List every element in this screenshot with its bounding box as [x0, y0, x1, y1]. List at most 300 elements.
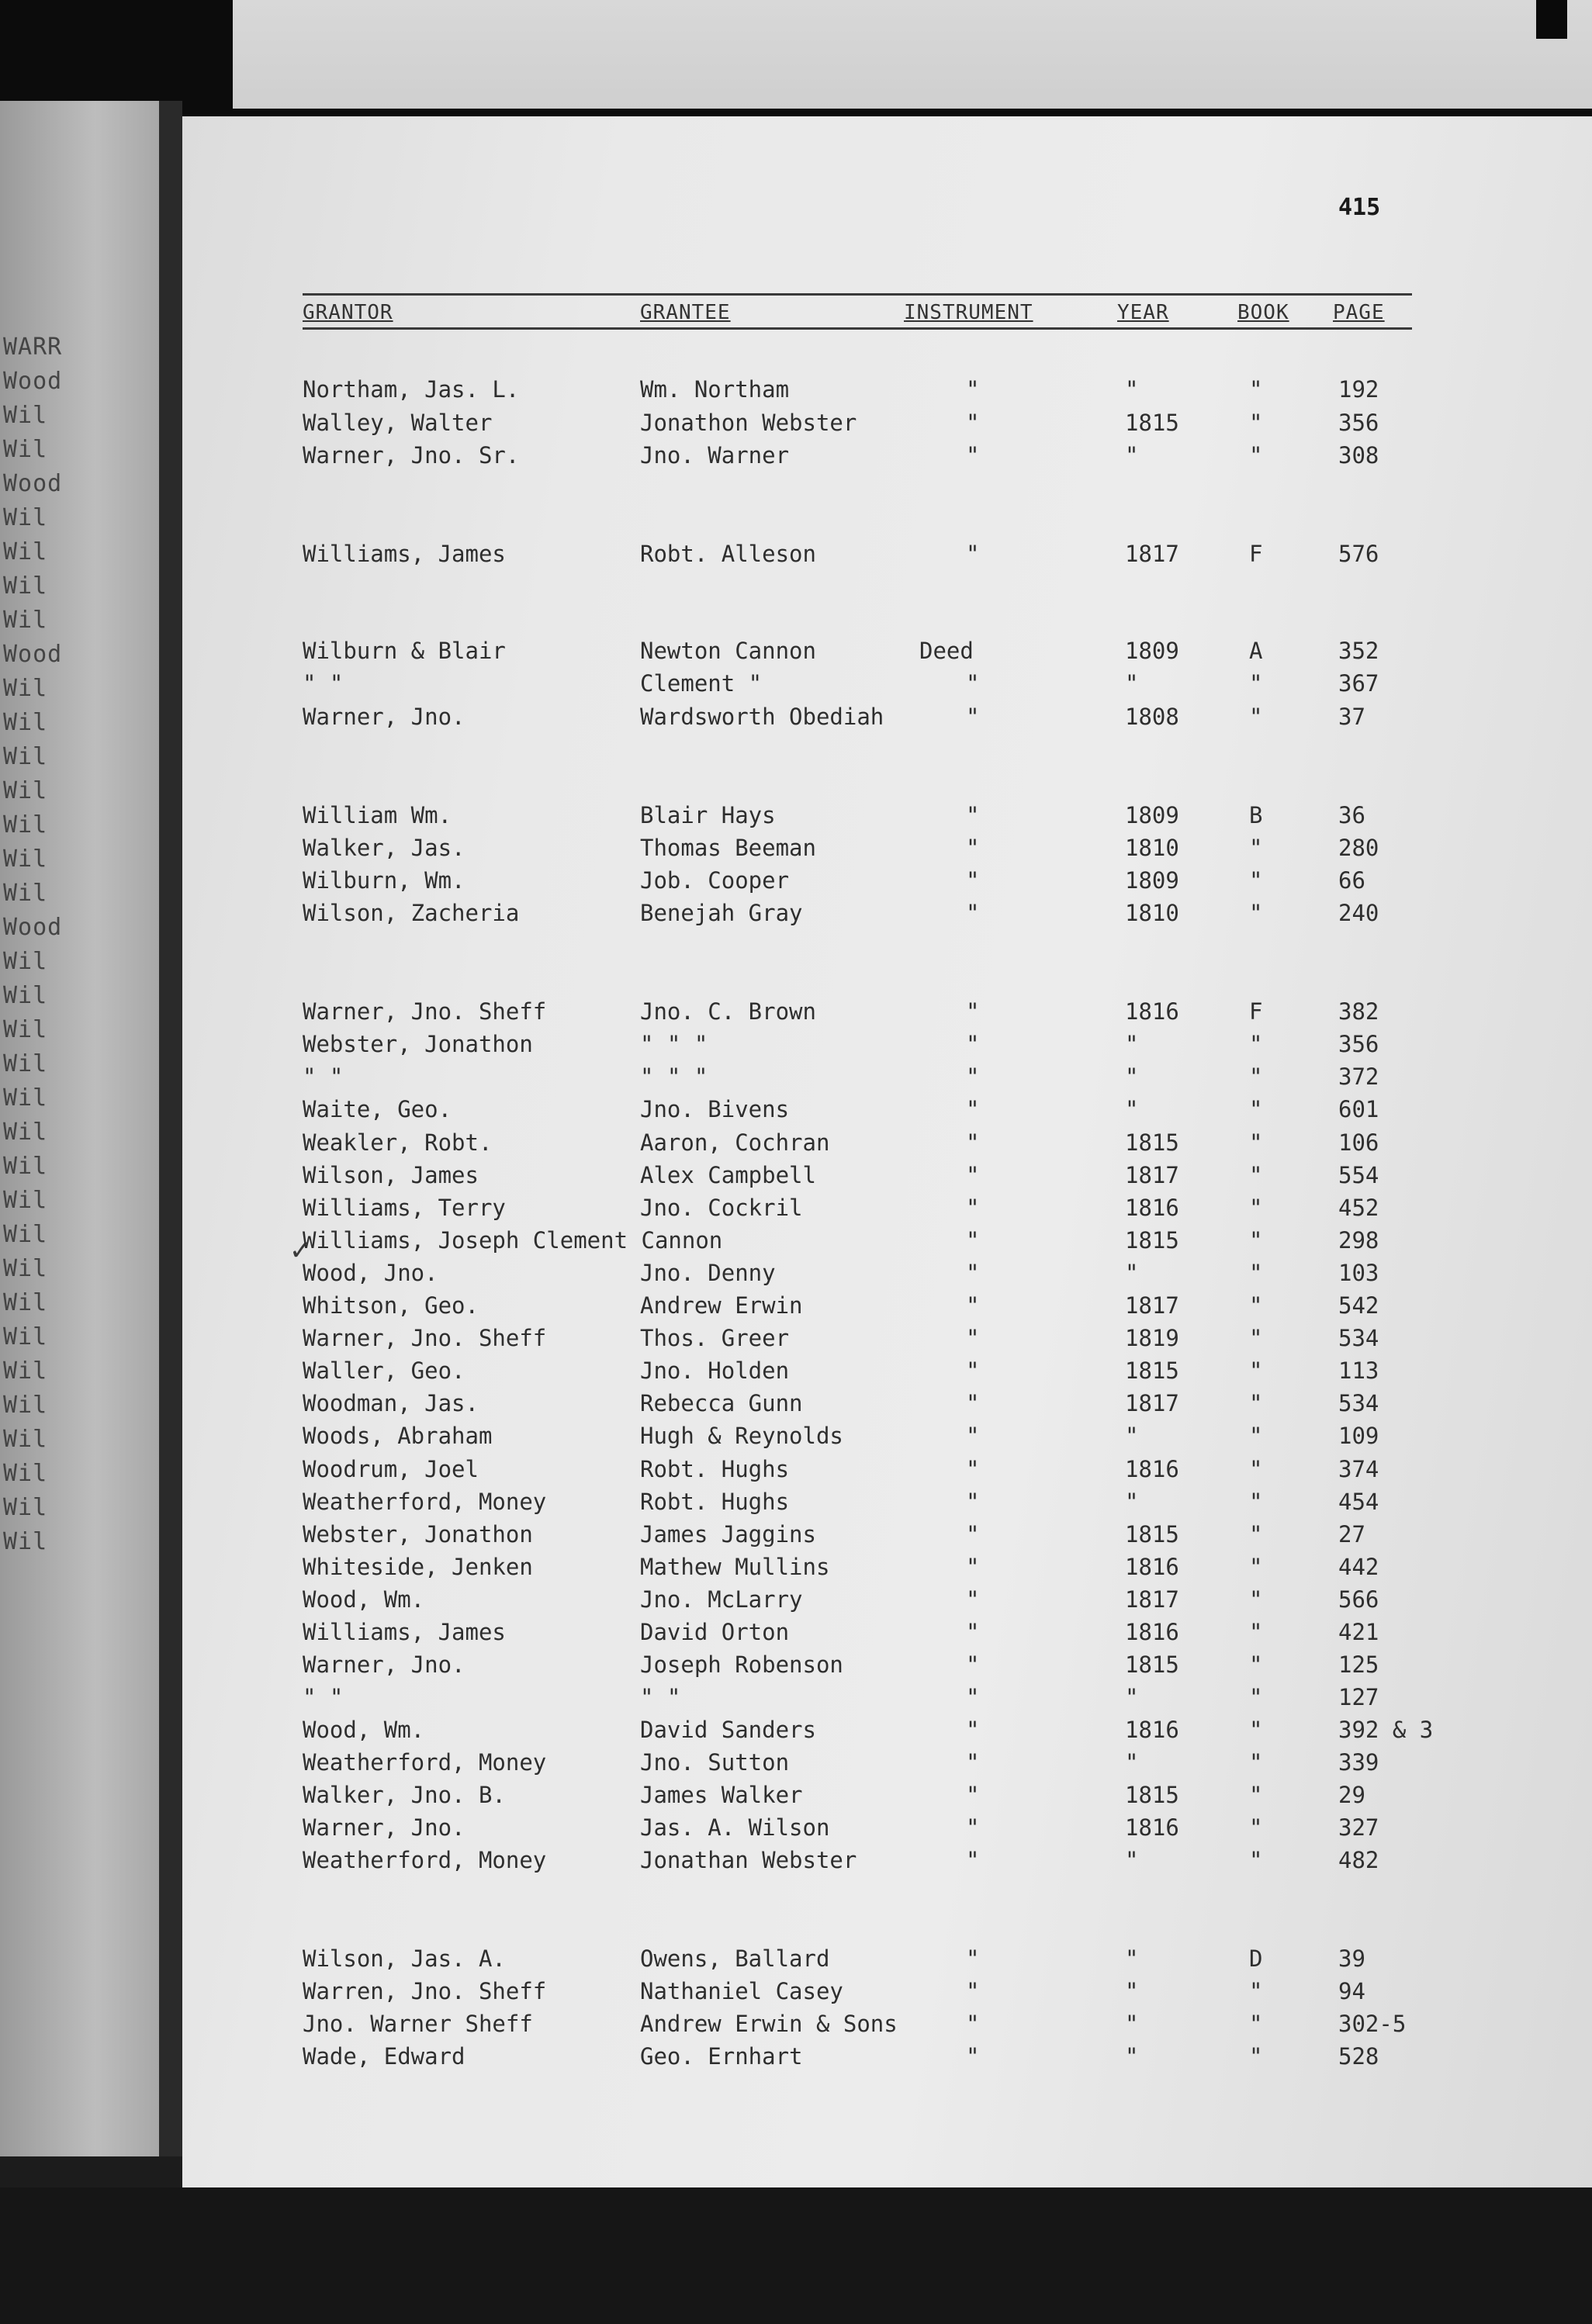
left-page-fragment: WARR	[3, 334, 63, 361]
cell-book: F	[1249, 998, 1263, 1025]
cell-instrument: "	[966, 1554, 980, 1580]
sheet-corner-notch	[1536, 0, 1567, 39]
cell-grantor: Warner, Jno.	[303, 1651, 465, 1678]
cell-book: "	[1249, 1717, 1263, 1743]
cell-instrument: "	[966, 1651, 980, 1678]
cell-instrument: "	[966, 867, 980, 894]
cell-year: 1815	[1125, 1357, 1179, 1384]
cell-grantor: Wood, Wm.	[303, 1717, 425, 1743]
cell-page: 39	[1338, 1945, 1365, 1972]
cell-year: 1817	[1125, 541, 1179, 567]
cell-book: "	[1249, 1390, 1263, 1416]
cell-grantee: Jonathon Webster	[640, 410, 857, 436]
cell-instrument: "	[966, 1749, 980, 1776]
cell-grantee: Nathaniel Casey	[640, 1978, 843, 2004]
cell-grantee: Newton Cannon	[640, 638, 816, 664]
cell-book: "	[1249, 900, 1263, 926]
cell-year: "	[1125, 2011, 1139, 2037]
left-page-fragment: Wil	[3, 1050, 48, 1077]
cell-book: "	[1249, 1814, 1263, 1841]
cell-page: 29	[1338, 1782, 1365, 1808]
cell-page: 482	[1338, 1847, 1379, 1873]
cell-grantee: Blair Hays	[640, 802, 776, 828]
cell-year: 1815	[1125, 1129, 1179, 1156]
cell-grantee: Clement "	[640, 670, 763, 697]
header-instrument: INSTRUMENT	[904, 301, 1033, 324]
cell-book: "	[1249, 1489, 1263, 1515]
cell-page: 566	[1338, 1586, 1379, 1613]
cell-page: 127	[1338, 1684, 1379, 1710]
cell-year: 1816	[1125, 1195, 1179, 1221]
cell-grantee: David Sanders	[640, 1717, 816, 1743]
cell-year: 1809	[1125, 638, 1179, 664]
cell-grantor: Warner, Jno. Sheff	[303, 998, 547, 1025]
cell-instrument: "	[966, 1586, 980, 1613]
cell-grantor: Warner, Jno.	[303, 704, 465, 730]
cell-grantor: Walker, Jno. B.	[303, 1782, 506, 1808]
cell-page: 372	[1338, 1063, 1379, 1090]
cell-year: 1816	[1125, 1456, 1179, 1482]
cell-instrument: "	[966, 442, 980, 469]
cell-year: 1817	[1125, 1390, 1179, 1416]
cell-year: "	[1125, 1749, 1139, 1776]
cell-year: 1816	[1125, 1717, 1179, 1743]
cell-grantor: Wilburn & Blair	[303, 638, 506, 664]
left-page-fragment: Wood	[3, 914, 63, 941]
cell-grantee: Jno. Warner	[640, 442, 790, 469]
cell-page: 576	[1338, 541, 1379, 567]
cell-year: "	[1125, 1684, 1139, 1710]
cell-instrument: "	[966, 1717, 980, 1743]
cell-grantor: Williams, Joseph Clement Cannon	[303, 1227, 723, 1254]
cell-grantor: Wood, Wm.	[303, 1586, 425, 1613]
cell-grantor: Jno. Warner Sheff	[303, 2011, 533, 2037]
cell-year: "	[1125, 1260, 1139, 1286]
header-grantee: GRANTEE	[640, 301, 731, 324]
left-page-fragment: Wil	[3, 846, 48, 873]
cell-grantor: Williams, James	[303, 1619, 506, 1645]
cell-year: "	[1125, 442, 1139, 469]
cell-instrument: "	[966, 670, 980, 697]
cell-instrument: "	[966, 1423, 980, 1449]
cell-instrument: "	[966, 1684, 980, 1710]
cell-year: 1819	[1125, 1325, 1179, 1351]
left-page-fragment: Wil	[3, 1494, 48, 1521]
left-page-fragment: Wil	[3, 880, 48, 907]
header-top-rule	[303, 293, 1412, 296]
cell-page: 452	[1338, 1195, 1379, 1221]
left-page-fragment: Wil	[3, 675, 48, 702]
cell-grantor: Weatherford, Money	[303, 1847, 547, 1873]
cell-grantee: " " "	[640, 1031, 708, 1057]
cell-year: 1808	[1125, 704, 1179, 730]
cell-page: 302-5	[1338, 2011, 1407, 2037]
cell-grantor: Warren, Jno. Sheff	[303, 1978, 547, 2004]
cell-page: 192	[1338, 376, 1379, 403]
cell-book: "	[1249, 1586, 1263, 1613]
header-year: YEAR	[1117, 301, 1169, 324]
cell-year: "	[1125, 670, 1139, 697]
cell-book: "	[1249, 1782, 1263, 1808]
cell-grantee: Mathew Mullins	[640, 1554, 830, 1580]
cell-grantee: Rebecca Gunn	[640, 1390, 803, 1416]
cell-page: 421	[1338, 1619, 1379, 1645]
left-page-fragment: Wood	[3, 641, 63, 668]
underlying-sheet	[233, 0, 1592, 109]
cell-book: "	[1249, 1195, 1263, 1221]
cell-year: "	[1125, 1096, 1139, 1122]
cell-book: "	[1249, 1227, 1263, 1254]
cell-year: 1809	[1125, 802, 1179, 828]
cell-year: "	[1125, 1945, 1139, 1972]
left-page-fragment: Wil	[3, 572, 48, 600]
cell-year: 1815	[1125, 1651, 1179, 1678]
cell-page: 367	[1338, 670, 1379, 697]
cell-instrument: "	[966, 1489, 980, 1515]
cell-year: 1816	[1125, 1814, 1179, 1841]
left-page-fragment: Wil	[3, 1289, 48, 1316]
cell-instrument: "	[966, 704, 980, 730]
header-grantor: GRANTOR	[303, 301, 393, 324]
left-page-fragment: Wil	[3, 1323, 48, 1350]
cell-grantee: Geo. Ernhart	[640, 2043, 803, 2070]
cell-grantee: Aaron, Cochran	[640, 1129, 830, 1156]
cell-instrument: "	[966, 1031, 980, 1057]
cell-book: "	[1249, 1129, 1263, 1156]
cell-grantee: David Orton	[640, 1619, 790, 1645]
cell-grantee: Andrew Erwin & Sons	[640, 2011, 898, 2037]
left-page-fragment: Wil	[3, 777, 48, 804]
left-page-fragment: Wil	[3, 1153, 48, 1180]
cell-grantee: Jno. C. Brown	[640, 998, 816, 1025]
cell-grantor: Warner, Jno. Sr.	[303, 442, 520, 469]
cell-grantee: James Jaggins	[640, 1521, 816, 1548]
cell-page: 106	[1338, 1129, 1379, 1156]
cell-year: "	[1125, 1423, 1139, 1449]
cell-grantor: Webster, Jonathon	[303, 1031, 533, 1057]
page-number: 415	[1338, 194, 1381, 221]
cell-page: 240	[1338, 900, 1379, 926]
cell-page: 308	[1338, 442, 1379, 469]
cell-grantor: " "	[303, 670, 344, 697]
cell-grantor: Wade, Edward	[303, 2043, 465, 2070]
cell-instrument: "	[966, 2043, 980, 2070]
left-page-fragment: Wil	[3, 1119, 48, 1146]
cell-grantee: Owens, Ballard	[640, 1945, 830, 1972]
cell-book: "	[1249, 1619, 1263, 1645]
cell-grantee: Alex Campbell	[640, 1162, 816, 1188]
cell-instrument: "	[966, 1619, 980, 1645]
check-mark-icon: ✓	[291, 1232, 310, 1267]
cell-grantor: Whitson, Geo.	[303, 1292, 479, 1319]
cell-instrument: "	[966, 1162, 980, 1188]
left-page-fragment: Wil	[3, 1221, 48, 1248]
left-page-fragment: Wil	[3, 436, 48, 463]
cell-instrument: "	[966, 1814, 980, 1841]
cell-grantee: Joseph Robenson	[640, 1651, 843, 1678]
cell-year: "	[1125, 2043, 1139, 2070]
cell-year: 1817	[1125, 1586, 1179, 1613]
cell-grantor: Wilson, James	[303, 1162, 479, 1188]
cell-instrument: "	[966, 1129, 980, 1156]
cell-page: 534	[1338, 1390, 1379, 1416]
cell-page: 327	[1338, 1814, 1379, 1841]
deed-index-page	[182, 116, 1592, 2187]
cell-grantor: Woodman, Jas.	[303, 1390, 479, 1416]
cell-book: "	[1249, 1162, 1263, 1188]
cell-grantor: Woodrum, Joel	[303, 1456, 479, 1482]
cell-year: 1817	[1125, 1292, 1179, 1319]
left-page-fragment: Wil	[3, 1255, 48, 1282]
cell-instrument: "	[966, 1978, 980, 2004]
cell-book: B	[1249, 802, 1263, 828]
cell-book: "	[1249, 1978, 1263, 2004]
cell-page: 542	[1338, 1292, 1379, 1319]
cell-book: "	[1249, 1521, 1263, 1548]
cell-grantee: Jno. Denny	[640, 1260, 776, 1286]
cell-book: "	[1249, 442, 1263, 469]
cell-grantor: Warner, Jno.	[303, 1814, 465, 1841]
cell-page: 36	[1338, 802, 1365, 828]
cell-grantee: James Walker	[640, 1782, 803, 1808]
cell-grantee: Andrew Erwin	[640, 1292, 803, 1319]
cell-instrument: "	[966, 1456, 980, 1482]
cell-grantee: " "	[640, 1684, 681, 1710]
cell-year: 1810	[1125, 835, 1179, 861]
cell-instrument: "	[966, 541, 980, 567]
cell-grantee: Jno. McLarry	[640, 1586, 803, 1613]
cell-book: "	[1249, 1357, 1263, 1384]
cell-book: F	[1249, 541, 1263, 567]
cell-book: "	[1249, 2043, 1263, 2070]
cell-grantee: Jno. Cockril	[640, 1195, 803, 1221]
cell-instrument: "	[966, 1292, 980, 1319]
adjacent-page-edge	[0, 101, 159, 2156]
cell-book: "	[1249, 1260, 1263, 1286]
header-page: PAGE	[1333, 301, 1385, 324]
cell-page: 280	[1338, 835, 1379, 861]
cell-year: "	[1125, 1063, 1139, 1090]
cell-instrument: "	[966, 1227, 980, 1254]
cell-grantor: Walker, Jas.	[303, 835, 465, 861]
cell-instrument: Deed	[919, 638, 974, 664]
left-page-fragment: Wil	[3, 811, 48, 839]
cell-grantor: William Wm.	[303, 802, 452, 828]
cell-grantee: Jno. Bivens	[640, 1096, 790, 1122]
cell-grantor: Wilson, Jas. A.	[303, 1945, 506, 1972]
cell-instrument: "	[966, 1521, 980, 1548]
cell-instrument: "	[966, 1390, 980, 1416]
cell-year: 1809	[1125, 867, 1179, 894]
cell-year: 1816	[1125, 1619, 1179, 1645]
cell-page: 442	[1338, 1554, 1379, 1580]
cell-instrument: "	[966, 1945, 980, 1972]
left-page-fragment: Wil	[3, 1426, 48, 1453]
cell-book: "	[1249, 867, 1263, 894]
cell-book: "	[1249, 1847, 1263, 1873]
cell-page: 103	[1338, 1260, 1379, 1286]
cell-book: "	[1249, 1749, 1263, 1776]
cell-book: D	[1249, 1945, 1263, 1972]
cell-page: 27	[1338, 1521, 1365, 1548]
left-page-fragment: Wil	[3, 1084, 48, 1112]
cell-grantee: Jno. Sutton	[640, 1749, 790, 1776]
cell-page: 339	[1338, 1749, 1379, 1776]
cell-instrument: "	[966, 1847, 980, 1873]
cell-grantor: " "	[303, 1063, 344, 1090]
cell-grantee: Wm. Northam	[640, 376, 790, 403]
cell-page: 534	[1338, 1325, 1379, 1351]
book-binding	[159, 101, 182, 2156]
cell-grantor: " "	[303, 1684, 344, 1710]
cell-grantor: Webster, Jonathon	[303, 1521, 533, 1548]
cell-grantor: Weatherford, Money	[303, 1749, 547, 1776]
cell-book: "	[1249, 1423, 1263, 1449]
cell-instrument: "	[966, 835, 980, 861]
cell-grantor: Walley, Walter	[303, 410, 493, 436]
cell-year: 1815	[1125, 1782, 1179, 1808]
cell-instrument: "	[966, 900, 980, 926]
cell-instrument: "	[966, 1782, 980, 1808]
left-page-fragment: Wil	[3, 948, 48, 975]
cell-grantee: Job. Cooper	[640, 867, 790, 894]
cell-book: A	[1249, 638, 1263, 664]
cell-book: "	[1249, 2011, 1263, 2037]
cell-page: 554	[1338, 1162, 1379, 1188]
cell-instrument: "	[966, 376, 980, 403]
cell-book: "	[1249, 670, 1263, 697]
cell-book: "	[1249, 410, 1263, 436]
cell-grantee: Jas. A. Wilson	[640, 1814, 830, 1841]
cell-book: "	[1249, 1684, 1263, 1710]
left-page-fragment: Wil	[3, 607, 48, 634]
cell-page: 374	[1338, 1456, 1379, 1482]
cell-grantor: Waite, Geo.	[303, 1096, 452, 1122]
cell-book: "	[1249, 1292, 1263, 1319]
cell-grantor: Wood, Jno.	[303, 1260, 438, 1286]
cell-year: 1815	[1125, 1227, 1179, 1254]
left-page-fragment: Wood	[3, 368, 63, 395]
cell-page: 37	[1338, 704, 1365, 730]
cell-grantee: Thomas Beeman	[640, 835, 816, 861]
cell-instrument: "	[966, 1195, 980, 1221]
cell-grantor: Waller, Geo.	[303, 1357, 465, 1384]
cell-grantee: Robt. Hughs	[640, 1489, 790, 1515]
left-page-fragment: Wil	[3, 1392, 48, 1419]
left-page-fragment: Wil	[3, 1016, 48, 1043]
cell-grantee: Robt. Alleson	[640, 541, 816, 567]
left-page-fragment: Wil	[3, 1357, 48, 1385]
left-page-fragment: Wil	[3, 1460, 48, 1487]
cell-grantor: Woods, Abraham	[303, 1423, 493, 1449]
cell-page: 356	[1338, 410, 1379, 436]
cell-year: "	[1125, 1847, 1139, 1873]
header-book: BOOK	[1237, 301, 1289, 324]
cell-book: "	[1249, 376, 1263, 403]
left-page-fragment: Wil	[3, 982, 48, 1009]
cell-instrument: "	[966, 1096, 980, 1122]
cell-book: "	[1249, 1031, 1263, 1057]
cell-grantee: Benejah Gray	[640, 900, 803, 926]
cell-year: 1810	[1125, 900, 1179, 926]
left-page-fragment: Wood	[3, 470, 63, 497]
cell-grantor: Warner, Jno. Sheff	[303, 1325, 547, 1351]
cell-page: 94	[1338, 1978, 1365, 2004]
cell-year: 1817	[1125, 1162, 1179, 1188]
cell-instrument: "	[966, 802, 980, 828]
cell-grantor: Weakler, Robt.	[303, 1129, 493, 1156]
left-page-fragment: Wil	[3, 743, 48, 770]
left-page-fragment: Wil	[3, 1187, 48, 1214]
cell-page: 109	[1338, 1423, 1379, 1449]
cell-book: "	[1249, 1554, 1263, 1580]
cell-grantee: Thos. Greer	[640, 1325, 790, 1351]
cell-grantor: Weatherford, Money	[303, 1489, 547, 1515]
cell-book: "	[1249, 1063, 1263, 1090]
cell-year: 1816	[1125, 998, 1179, 1025]
cell-instrument: "	[966, 410, 980, 436]
cell-page: 356	[1338, 1031, 1379, 1057]
cell-year: "	[1125, 376, 1139, 403]
cell-year: 1816	[1125, 1554, 1179, 1580]
cell-year: "	[1125, 1489, 1139, 1515]
cell-page: 352	[1338, 638, 1379, 664]
cell-grantor: Williams, Terry	[303, 1195, 506, 1221]
left-page-fragment: Wil	[3, 538, 48, 565]
header-bottom-rule	[303, 327, 1412, 330]
cell-grantee: Robt. Hughs	[640, 1456, 790, 1482]
cell-grantee: Jonathan Webster	[640, 1847, 857, 1873]
cell-book: "	[1249, 835, 1263, 861]
cell-grantee: Jno. Holden	[640, 1357, 790, 1384]
cell-instrument: "	[966, 2011, 980, 2037]
cell-page: 125	[1338, 1651, 1379, 1678]
cell-grantor: Wilburn, Wm.	[303, 867, 465, 894]
left-page-fragment: Wil	[3, 709, 48, 736]
cell-book: "	[1249, 1456, 1263, 1482]
cell-instrument: "	[966, 998, 980, 1025]
cell-page: 392 & 3	[1338, 1717, 1434, 1743]
cell-book: "	[1249, 704, 1263, 730]
cell-grantor: Whiteside, Jenken	[303, 1554, 533, 1580]
cell-book: "	[1249, 1325, 1263, 1351]
cell-year: 1815	[1125, 1521, 1179, 1548]
cell-page: 528	[1338, 2043, 1379, 2070]
left-page-fragment: Wil	[3, 1528, 48, 1555]
left-page-fragment: Wil	[3, 402, 48, 429]
cell-page: 601	[1338, 1096, 1379, 1122]
cell-grantor: Wilson, Zacheria	[303, 900, 520, 926]
cell-grantee: Wardsworth Obediah	[640, 704, 884, 730]
cell-instrument: "	[966, 1357, 980, 1384]
cell-year: 1815	[1125, 410, 1179, 436]
cell-book: "	[1249, 1096, 1263, 1122]
cell-year: "	[1125, 1031, 1139, 1057]
cell-year: "	[1125, 1978, 1139, 2004]
cell-grantor: Williams, James	[303, 541, 506, 567]
film-bottom-edge	[0, 2187, 1592, 2324]
cell-grantee: " " "	[640, 1063, 708, 1090]
cell-grantor: Northam, Jas. L.	[303, 376, 520, 403]
cell-instrument: "	[966, 1325, 980, 1351]
cell-page: 66	[1338, 867, 1365, 894]
cell-page: 113	[1338, 1357, 1379, 1384]
cell-instrument: "	[966, 1260, 980, 1286]
cell-book: "	[1249, 1651, 1263, 1678]
cell-page: 382	[1338, 998, 1379, 1025]
cell-grantee: Hugh & Reynolds	[640, 1423, 843, 1449]
cell-instrument: "	[966, 1063, 980, 1090]
